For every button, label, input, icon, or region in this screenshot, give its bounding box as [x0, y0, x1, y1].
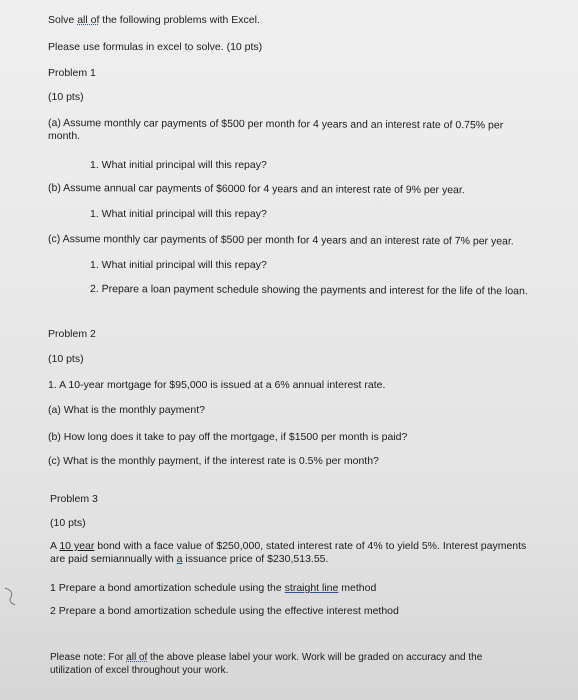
note-line-2: utilization of excel throughout your work. [50, 665, 229, 676]
problem1-c: (c) Assume monthly car payments of $500 per month for 4 years and an interest rate of 7% per year. [47, 233, 514, 248]
problem3-points: (10 pts) [50, 517, 86, 529]
pen-mark-icon [2, 585, 18, 607]
problem3-description-line-2: are paid semiannually with a issuance price of $230,513.55. [50, 553, 329, 565]
problem3-item-2: 2 Prepare a bond amortization schedule using the effective interest method [50, 605, 399, 617]
note-underlined-phrase: all of [126, 652, 148, 663]
problem1-c-question-1: 1. What initial principal will this repay? [90, 259, 267, 271]
problem1-c-question-2: 2. Prepare a loan payment schedule showing the payments and interest for the life of the loan. [89, 283, 528, 298]
problem3-description-line-1: A 10 year bond with a face value of $250,000, stated interest rate of 4% to yield 5%. Interest payments [50, 540, 527, 552]
problem2-points: (10 pts) [48, 353, 84, 365]
problem3-item-1: 1 Prepare a bond amortization schedule using the straight line method [50, 582, 377, 594]
problem1-title: Problem 1 [48, 67, 96, 79]
problem1-a-line2: month. [48, 130, 81, 142]
problem3-underlined-term: 10 year [59, 540, 95, 552]
problem3-underlined-article: a [176, 553, 183, 565]
intro-line-1: Solve all of the following problems with Excel. [48, 14, 260, 26]
problem1-b: (b) Assume annual car payments of $6000 for 4 years and an interest rate of 9% per year. [47, 182, 465, 197]
problem2-title: Problem 2 [48, 328, 96, 340]
problem2-item-1: 1. A 10-year mortgage for $95,000 is issued at a 6% annual interest rate. [48, 379, 386, 391]
intro-underlined-phrase: all of [77, 14, 100, 26]
problem3-underlined-method: straight line [284, 582, 339, 594]
note-line-1: Please note: For all of the above please label your work. Work will be graded on accuracy and the [50, 652, 483, 663]
problem1-a-question-1: 1. What initial principal will this repay? [90, 159, 267, 171]
problem3-title: Problem 3 [50, 493, 98, 505]
problem1-b-question-1: 1. What initial principal will this repay? [90, 208, 267, 220]
problem1-points: (10 pts) [48, 91, 84, 103]
problem2-a: (a) What is the monthly payment? [48, 404, 205, 416]
problem2-b: (b) How long does it take to pay off the mortgage, if $1500 per month is paid? [48, 431, 408, 443]
intro-line-2: Please use formulas in excel to solve. (10 pts) [48, 41, 263, 53]
problem1-a-line1: (a) Assume monthly car payments of $500 per month for 4 years and an interest rate of 0.75% per [47, 117, 504, 132]
problem2-c: (c) What is the monthly payment, if the interest rate is 0.5% per month? [48, 455, 379, 467]
